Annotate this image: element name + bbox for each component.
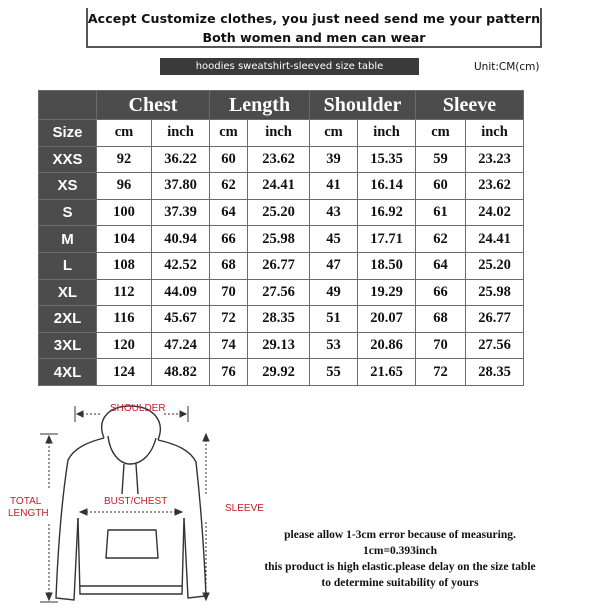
sleeve-dimension-line: [203, 434, 209, 600]
size-label: Size: [39, 120, 97, 147]
note-line: please allow 1-3cm error because of measuring.: [284, 529, 516, 541]
value-cell: 45.67: [152, 306, 210, 333]
value-cell: 47: [310, 252, 358, 279]
value-cell: 21.65: [358, 359, 416, 386]
value-cell: 53: [310, 332, 358, 359]
value-cell: 29.13: [248, 332, 310, 359]
table-row: [39, 226, 524, 253]
value-cell: 43: [310, 199, 358, 226]
value-cell: 42.52: [152, 252, 210, 279]
value-cell: 74: [210, 332, 248, 359]
value-cell: 20.07: [358, 306, 416, 333]
size-cell: L: [39, 252, 97, 279]
value-cell: 61: [416, 199, 466, 226]
header-line-2: Both women and men can wear: [202, 30, 426, 45]
table-row: [39, 279, 524, 306]
value-cell: 17.71: [358, 226, 416, 253]
chest-header: Chest: [97, 91, 210, 120]
unit-cell: inch: [248, 120, 310, 147]
value-cell: 120: [97, 332, 152, 359]
value-cell: 108: [97, 252, 152, 279]
value-cell: 76: [210, 359, 248, 386]
value-cell: 36.22: [152, 146, 210, 173]
value-cell: 62: [416, 226, 466, 253]
table-row: [39, 306, 524, 333]
size-table: [38, 90, 524, 386]
value-cell: 116: [97, 306, 152, 333]
size-rows: [39, 146, 524, 385]
value-cell: 60: [210, 146, 248, 173]
value-cell: 72: [416, 359, 466, 386]
value-cell: 18.50: [358, 252, 416, 279]
value-cell: 39: [310, 146, 358, 173]
value-cell: 124: [97, 359, 152, 386]
size-cell: 3XL: [39, 332, 97, 359]
value-cell: 96: [97, 173, 152, 200]
note-line: this product is high elastic.please delay on the size table: [264, 561, 536, 573]
unit-cell: cm: [416, 120, 466, 147]
value-cell: 51: [310, 306, 358, 333]
unit-cell: cm: [97, 120, 152, 147]
size-cell: M: [39, 226, 97, 253]
unit-cell: cm: [210, 120, 248, 147]
value-cell: 66: [416, 279, 466, 306]
value-cell: 24.41: [466, 226, 524, 253]
sleeve-label: SLEEVE: [225, 503, 264, 514]
table-row: [39, 252, 524, 279]
value-cell: 55: [310, 359, 358, 386]
value-cell: 23.62: [248, 146, 310, 173]
unit-header-row: [39, 120, 524, 147]
table-row: [39, 332, 524, 359]
value-cell: 27.56: [248, 279, 310, 306]
value-cell: 104: [97, 226, 152, 253]
group-header-row: [39, 91, 524, 120]
unit-cell: cm: [310, 120, 358, 147]
value-cell: 70: [210, 279, 248, 306]
length-header: Length: [210, 91, 310, 120]
total-length-label-1: TOTAL: [10, 496, 42, 507]
bust-chest-label: BUST/CHEST: [104, 496, 168, 507]
value-cell: 23.62: [466, 173, 524, 200]
value-cell: 68: [416, 306, 466, 333]
value-cell: 45: [310, 226, 358, 253]
value-cell: 47.24: [152, 332, 210, 359]
size-cell: XL: [39, 279, 97, 306]
table-row: [39, 146, 524, 173]
value-cell: 16.14: [358, 173, 416, 200]
value-cell: 92: [97, 146, 152, 173]
value-cell: 41: [310, 173, 358, 200]
unit-cell: inch: [466, 120, 524, 147]
shoulder-header: Shoulder: [310, 91, 416, 120]
value-cell: 25.98: [466, 279, 524, 306]
value-cell: 25.20: [466, 252, 524, 279]
value-cell: 72: [210, 306, 248, 333]
bust-dimension-line: [80, 509, 182, 515]
value-cell: 24.41: [248, 173, 310, 200]
size-cell: XXS: [39, 146, 97, 173]
unit-cell: inch: [152, 120, 210, 147]
value-cell: 48.82: [152, 359, 210, 386]
value-cell: 28.35: [466, 359, 524, 386]
table-row: [39, 173, 524, 200]
size-cell: 2XL: [39, 306, 97, 333]
value-cell: 29.92: [248, 359, 310, 386]
shoulder-label: SHOULDER: [110, 403, 166, 414]
size-table-title: hoodies sweatshirt-sleeved size table: [160, 58, 419, 75]
value-cell: 40.94: [152, 226, 210, 253]
value-cell: 16.92: [358, 199, 416, 226]
value-cell: 26.77: [466, 306, 524, 333]
value-cell: 70: [416, 332, 466, 359]
size-cell: 4XL: [39, 359, 97, 386]
total-length-label-2: LENGTH: [8, 508, 49, 519]
table-row: [39, 359, 524, 386]
value-cell: 62: [210, 173, 248, 200]
header-line-1: Accept Customize clothes, you just need send me your pattern: [87, 11, 541, 26]
value-cell: 49: [310, 279, 358, 306]
sleeve-header: Sleeve: [416, 91, 524, 120]
value-cell: 23.23: [466, 146, 524, 173]
header-banner: [86, 8, 542, 48]
note-line: 1cm=0.393inch: [363, 545, 437, 557]
value-cell: 24.02: [466, 199, 524, 226]
value-cell: 20.86: [358, 332, 416, 359]
measurement-notes: [224, 527, 576, 591]
note-line: to determine suitability of yours: [321, 577, 479, 589]
value-cell: 19.29: [358, 279, 416, 306]
value-cell: 25.98: [248, 226, 310, 253]
unit-cell: inch: [358, 120, 416, 147]
corner-cell: [39, 91, 97, 120]
value-cell: 64: [210, 199, 248, 226]
value-cell: 112: [97, 279, 152, 306]
value-cell: 59: [416, 146, 466, 173]
value-cell: 100: [97, 199, 152, 226]
value-cell: 37.80: [152, 173, 210, 200]
table-row: [39, 199, 524, 226]
value-cell: 64: [416, 252, 466, 279]
unit-label: Unit:CM(cm): [474, 61, 540, 73]
value-cell: 66: [210, 226, 248, 253]
value-cell: 44.09: [152, 279, 210, 306]
value-cell: 25.20: [248, 199, 310, 226]
value-cell: 28.35: [248, 306, 310, 333]
size-cell: XS: [39, 173, 97, 200]
value-cell: 15.35: [358, 146, 416, 173]
value-cell: 37.39: [152, 199, 210, 226]
size-cell: S: [39, 199, 97, 226]
value-cell: 60: [416, 173, 466, 200]
value-cell: 27.56: [466, 332, 524, 359]
value-cell: 68: [210, 252, 248, 279]
value-cell: 26.77: [248, 252, 310, 279]
